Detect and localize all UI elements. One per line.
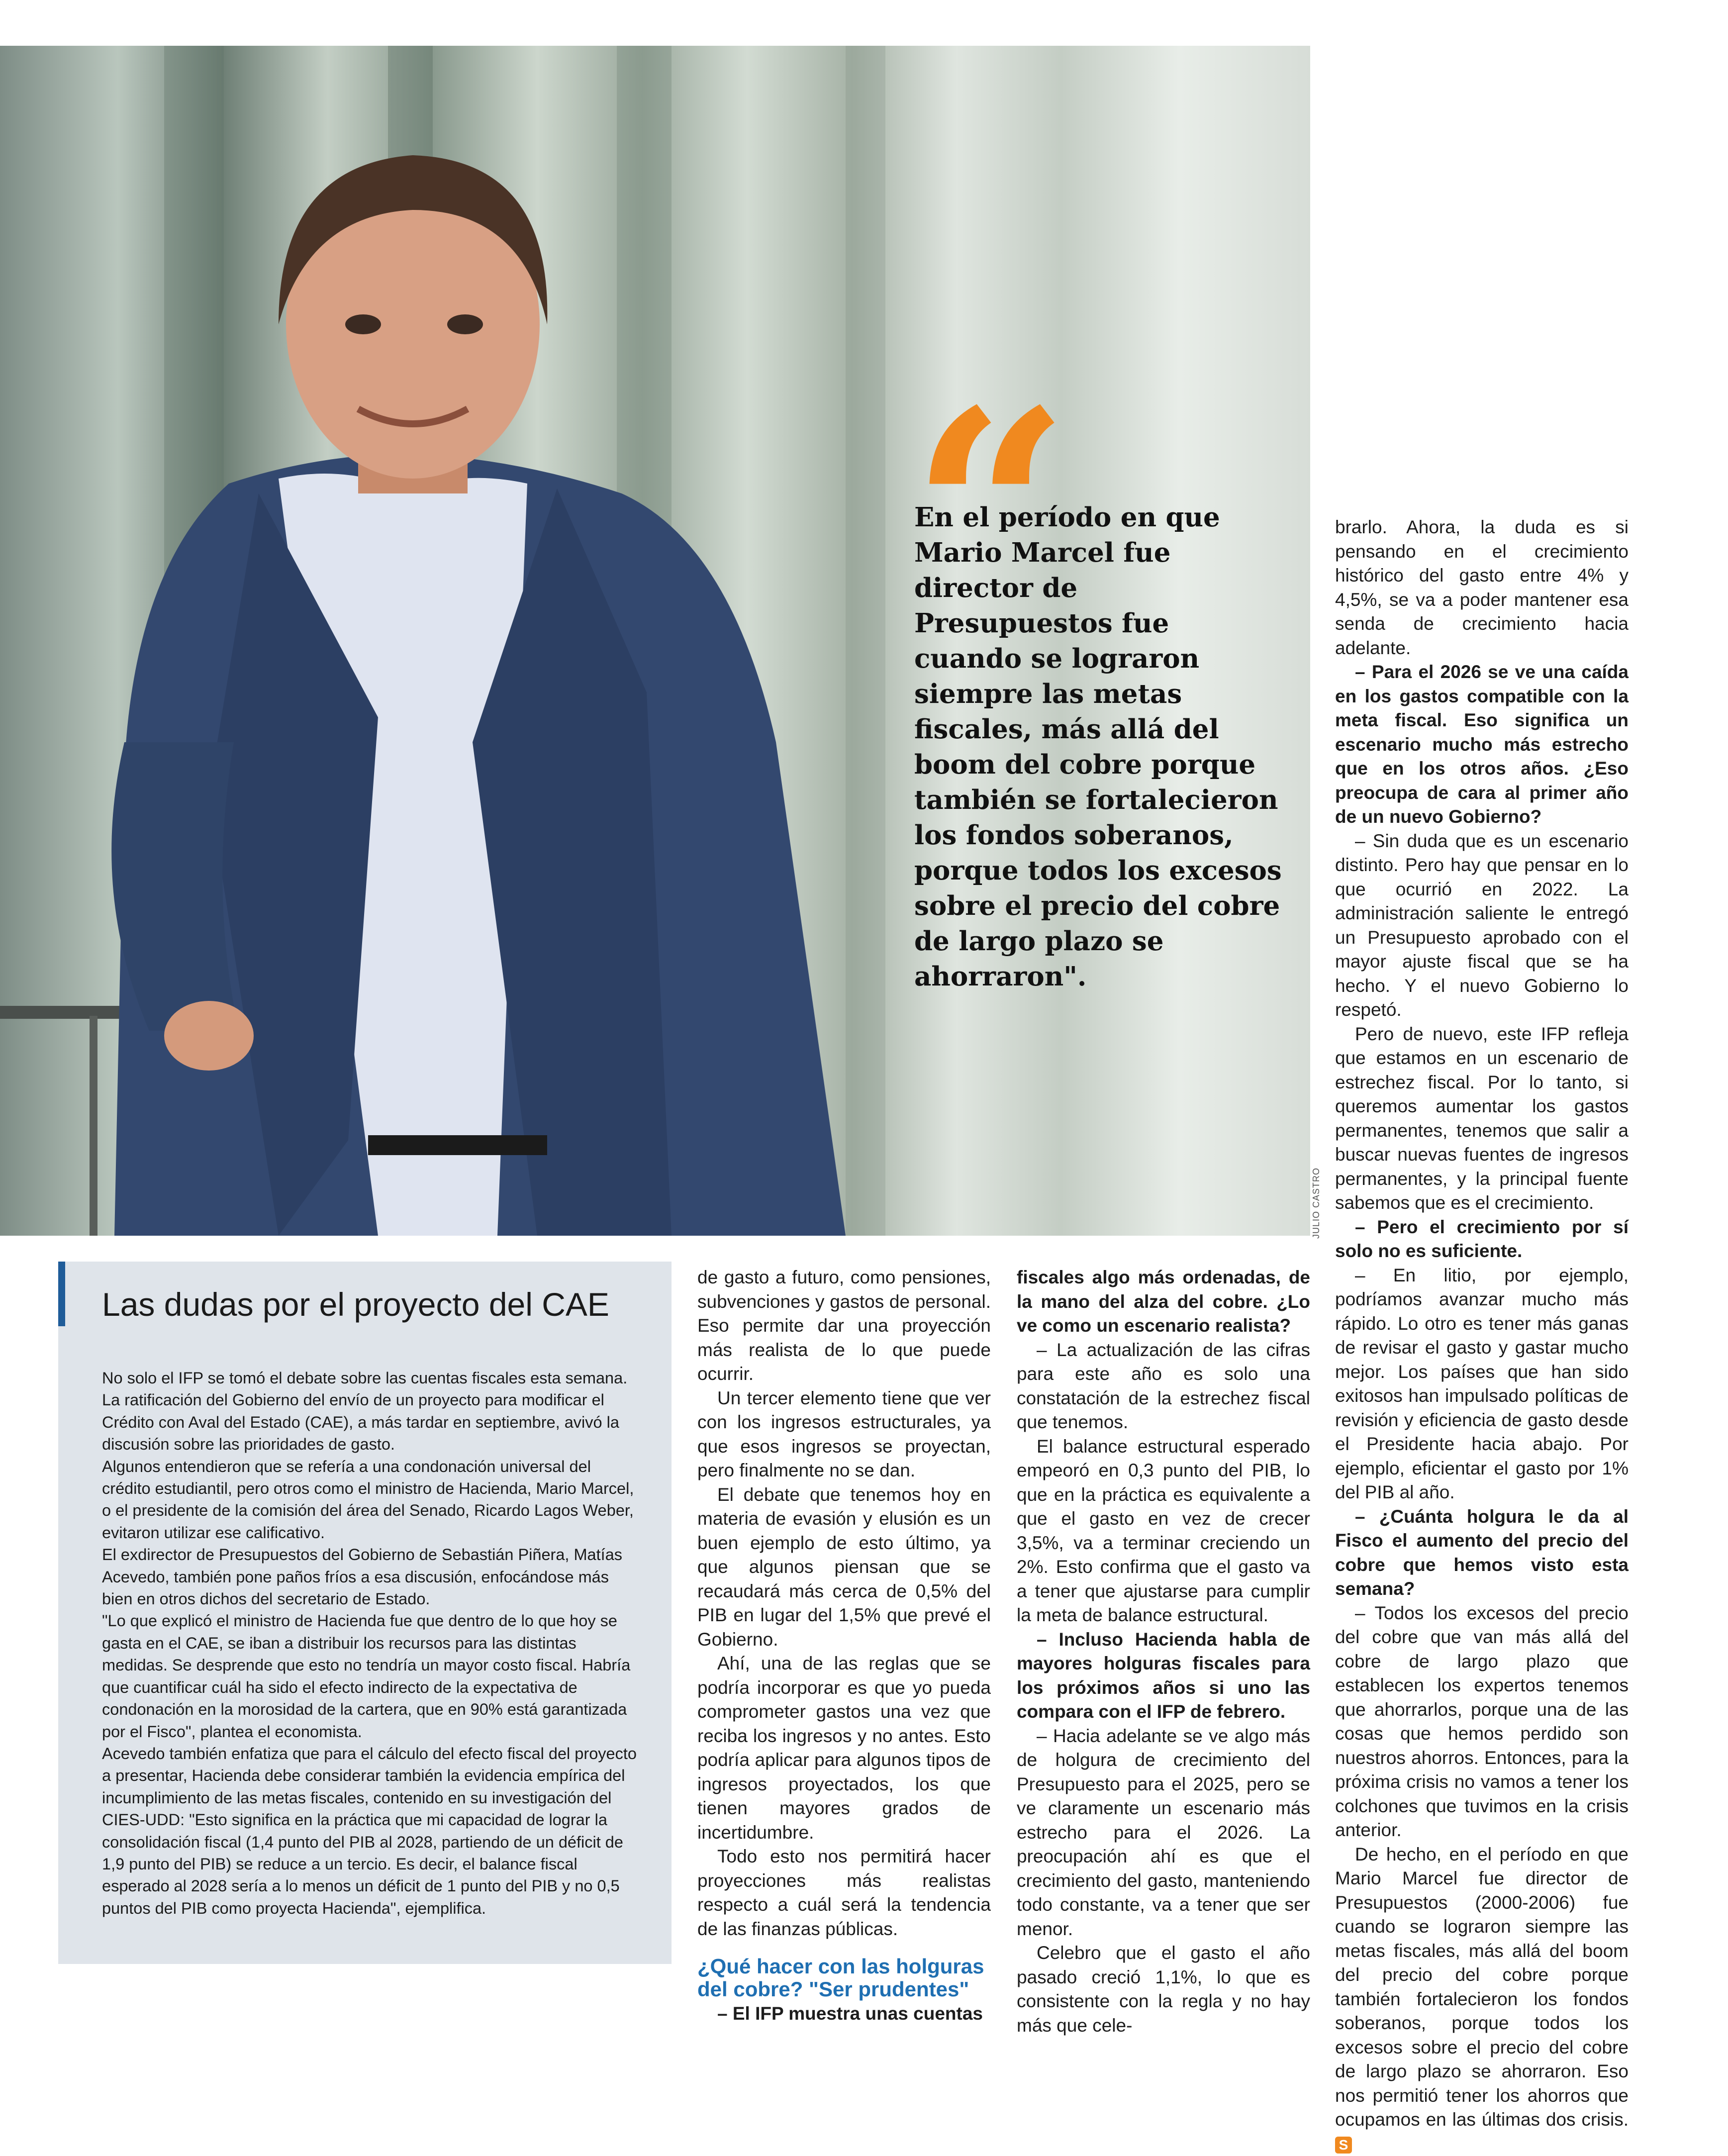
article-paragraph <box>1335 1843 1629 2156</box>
article-paragraph: El debate que tenemos hoy en materia de evasión y elusión es un buen ejemplo de esto último, ya que algunos piensan que se recaudará más cerca de 0,5% del PIB en lugar del 1,5% que prevé el Gobierno. <box>697 1483 991 1652</box>
sidebar-body <box>102 1367 637 1919</box>
interview-answer: – Hacia adelante se ve algo más de holgura de crecimiento del Presupuesto para el 2025, pero se ve claramente un escenario más estrecho para el 2026. La preocupación ahí es que el crecimiento del gasto, manteniendo todo constante, va a tener que ser menor. <box>1017 1724 1310 1942</box>
section-subhead: ¿Qué hacer con las holguras del cobre? "Ser prudentes" <box>697 1955 991 2001</box>
interview-answer: – En litio, por ejemplo, podríamos avanzar mucho más rápido. Lo otro es tener más ganas de revisar el gasto y gastar mucho mejor. Los países que han sido exitosos han impulsado políticas de revisión y eficiencia de gasto desde el Presidente hacia abajo. Por ejemplo, eficientar el gasto por 1% del PIB al año. <box>1335 1264 1629 1505</box>
pull-quote: En el período en que Mario Marcel fue director de Presupuestos fue cuando se lograron siempre las metas fiscales, más allá del boom del cobre porque también se fortalecieron los fondos soberanos, porque todos los excesos sobre el precio del cobre de largo plazo se ahorraron". <box>914 500 1282 994</box>
interview-question: – El IFP muestra unas cuentas <box>697 2002 991 2026</box>
sidebar-accent-bar <box>58 1262 65 1326</box>
article-paragraph: de gasto a futuro, como pensiones, subvenciones y gastos de personal. Eso permite dar una proyección más realista de lo que puede ocurrir. <box>697 1266 991 1386</box>
article-column-1 <box>697 1266 991 2026</box>
sidebar-title: Las dudas por el proyecto del CAE <box>102 1285 609 1323</box>
article-paragraph: Un tercer elemento tiene que ver con los ingresos estructurales, ya que esos ingresos se proyectan, pero finalmente no se dan. <box>697 1386 991 1483</box>
sidebar-paragraph: No solo el IFP se tomó el debate sobre las cuentas fiscales esta semana. La ratificación del Gobierno del envío de un proyecto para modificar el Crédito con Aval del Estado (CAE), a más tardar en septiembre, avivó la discusión sobre las prioridades de gasto. <box>102 1367 637 1456</box>
interview-question: – ¿Cuánta holgura le da al Fisco el aumento del precio del cobre que hemos visto esta semana? <box>1335 1505 1629 1601</box>
article-paragraph: brarlo. Ahora, la duda es si pensando en el crecimiento histórico del gasto entre 4% y 4,5%, se va a poder mantener esa senda de crecimiento hacia adelante. <box>1335 515 1629 660</box>
article-paragraph: Celebro que el gasto el año pasado creció 1,1%, lo que es consistente con la regla y no hay más que cele- <box>1017 1941 1310 2038</box>
final-paragraph-text: De hecho, en el período en que Mario Marcel fue director de Presupuestos (2000-2006) fue cuando se lograron siempre las metas fiscales, más allá del boom del precio del cobre porque también fortalecieron los fondos soberanos, porque todos los excesos sobre el precio del cobre de largo plazo se ahorraron. Eso nos permitió tener los ahorros que ocupamos en las últimas dos crisis. <box>1335 1844 1629 2130</box>
article-column-2 <box>1017 1266 1310 2038</box>
sidebar-paragraph: "Lo que explicó el ministro de Hacienda fue que dentro de lo que hoy se gasta en el CAE, se iban a distribuir los recursos para las distintas medidas. Se desprende que esto no tendría un mayor costo fiscal. Habría que cuantificar cuál ha sido el efecto indirecto de la expectativa de condonación en la morosidad de la cartera, que en 90% está garantizada por el Fisco", plantea el economista. <box>102 1610 637 1742</box>
sidebar-paragraph: Acevedo también enfatiza que para el cálculo del efecto fiscal del proyecto a presentar, Hacienda debe considerar también la evidencia empírica del incumplimiento de las metas fiscales, contenido en su investigación del CIES-UDD: "Esto significa en la práctica que mi capacidad de lograr la consolidación fiscal (1,4 punto del PIB al 2028, partiendo de un déficit de 1,9 punto del PIB) se reduce a un tercio. Es decir, el balance fiscal esperado al 2028 sería a lo menos un déficit de 1 punto del PIB y no 0,5 puntos del PIB como proyecta Hacienda", ejemplifica. <box>102 1743 637 1919</box>
interview-answer: – Sin duda que es un escenario distinto. Pero hay que pensar en lo que ocurrió en 2022. La administración saliente le entregó un Presupuesto aprobado con el mayor ajuste fiscal que se ha hecho. Y el nuevo Gobierno lo respetó. <box>1335 829 1629 1022</box>
interview-question: – Incluso Hacienda habla de mayores holguras fiscales para los próximos años si uno las compara con el IFP de febrero. <box>1017 1628 1310 1724</box>
interview-question: – Para el 2026 se ve una caída en los gastos compatible con la meta fiscal. Eso significa un escenario mucho más estrecho que en los otros años. ¿Eso preocupa de cara al primer año de un nuevo Gobierno? <box>1335 660 1629 829</box>
article-column-3 <box>1335 515 1629 2156</box>
photo-credit: JULIO CASTRO <box>1311 1164 1326 1239</box>
article-paragraph: El balance estructural esperado empeoró en 0,3 punto del PIB, lo que en la práctica es equivalente a que el gasto en vez de crecer 3,5%, va a terminar creciendo un 2%. Esto confirma que el gasto va a tener que ajustarse para cumplir la meta de balance estructural. <box>1017 1435 1310 1628</box>
interview-question: – Pero el crecimiento por sí solo no es suficiente. <box>1335 1215 1629 1264</box>
article-paragraph: Pero de nuevo, este IFP refleja que estamos en un escenario de estrechez fiscal. Por lo tanto, si queremos aumentar los gastos permanentes, tenemos que salir a buscar nuevas fuentes de ingresos permanentes, y la principal fuente sabemos que es el crecimiento. <box>1335 1022 1629 1215</box>
end-mark-icon: S <box>1335 2137 1352 2154</box>
article-paragraph: Todo esto nos permitirá hacer proyecciones más realistas respecto a cuál será la tendencia de las finanzas públicas. <box>697 1845 991 1941</box>
article-paragraph: Ahí, una de las reglas que se podría incorporar es que yo pueda comprometer gastos una vez que reciba los ingresos y no antes. Esto podría aplicar para algunos tipos de ingresos proyectados, los que tienen mayores grados de incertidumbre. <box>697 1652 991 1845</box>
interview-answer: – Todos los excesos del precio del cobre que van más allá del cobre de largo plazo que establecen los expertos tenemos que ahorrarlos, porque una de las cosas que hemos perdido son nuestros ahorros. Entonces, para la próxima crisis no vamos a tener los colchones que tuvimos en la crisis anterior. <box>1335 1601 1629 1843</box>
interview-answer: – La actualización de las cifras para este año es solo una constatación de la estrechez fiscal que tenemos. <box>1017 1338 1310 1435</box>
sidebar-box <box>58 1262 672 1964</box>
interview-question: fiscales algo más ordenadas, de la mano del alza del cobre. ¿Lo ve como un escenario realista? <box>1017 1266 1310 1338</box>
sidebar-paragraph: El exdirector de Presupuestos del Gobierno de Sebastián Piñera, Matías Acevedo, también pone paños fríos a esa discusión, enfocándose más bien en otros dichos del secretario de Estado. <box>102 1544 637 1610</box>
sidebar-paragraph: Algunos entendieron que se refería a una condonación universal del crédito estudiantil, pero otros como el ministro de Hacienda, Mario Marcel, o el presidente de la comisión del área del Senado, Ricardo Lagos Weber, evitaron utilizar ese calificativo. <box>102 1456 637 1544</box>
